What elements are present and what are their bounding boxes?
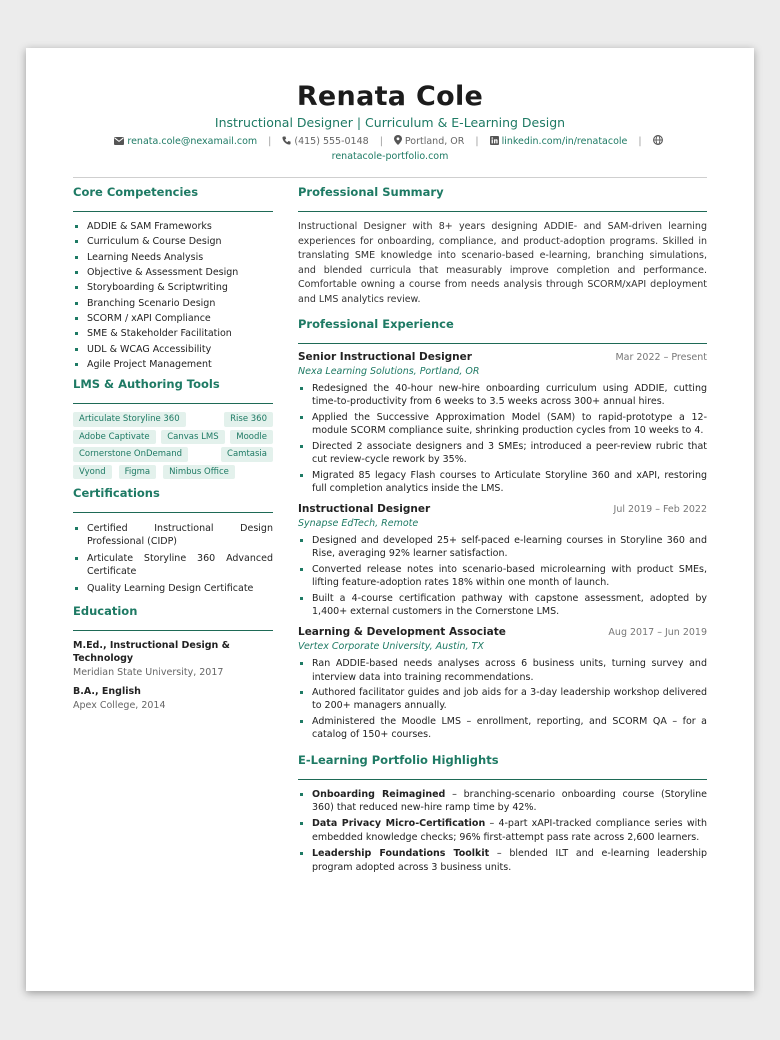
section-experience [298, 316, 707, 742]
section-title: Professional Summary [298, 185, 444, 199]
list-item: Authored facilitator guides and job aids for a 3-day leadership workshop delivered to 200+ managers annually. [298, 686, 707, 712]
tool-tag-row [73, 465, 273, 480]
job-company: Vertex Corporate University, Austin, TX [298, 641, 484, 653]
list-item: Redesigned the 40-hour new-hire onboarding curriculum using ADDIE, cutting time-to-productivity from 6 weeks to 3.5 weeks across 300+ annual hires. [298, 382, 707, 408]
job-entry [298, 625, 707, 741]
contact-email[interactable] [114, 134, 257, 149]
main-column [298, 184, 707, 877]
tool-tag: Camtasia [221, 447, 273, 462]
list-item: ADDIE & SAM Frameworks [73, 220, 273, 233]
envelope-icon [114, 137, 124, 145]
section-title: LMS & Authoring Tools [73, 377, 220, 392]
degree: M.Ed., Instructional Design & Technology [73, 640, 230, 665]
list-item: Converted release notes into scenario-based microlearning with product SMEs, lifting feature-adoption rates 18% within one month of launch. [298, 563, 707, 589]
section-title: Core Competencies [73, 185, 199, 199]
tool-tag: Moodle [230, 430, 273, 445]
section-rule [298, 211, 707, 212]
competency-list [73, 220, 273, 371]
list-item: Designed and developed 25+ self-paced e-learning courses in Storyline 360 and Rise, averaging 92% learner satisfaction. [298, 534, 707, 560]
education-entry [73, 685, 273, 712]
list-item: Applied the Successive Approximation Model (SAM) to rapid-prototype a 12-module SCORM compliance suite, shrinking production cycles from 10 weeks to 4. [298, 411, 707, 437]
tool-tag: Rise 360 [224, 412, 273, 427]
portfolio-name: Leadership Foundations Toolkit [312, 848, 490, 860]
map-pin-icon [394, 135, 402, 145]
list-item: Articulate Storyline 360 Advanced Certificate [73, 552, 273, 578]
list-item: UDL & WCAG Accessibility [73, 343, 273, 356]
contact-location [394, 134, 464, 149]
portfolio-text: renatacole-portfolio.com [331, 151, 449, 162]
contact-line [73, 134, 707, 164]
list-item: Storyboarding & Scriptwriting [73, 281, 273, 294]
location-text: Portland, OR [404, 136, 465, 147]
tool-tag: Canvas LMS [161, 430, 224, 445]
school: Meridian State University, 2017 [73, 667, 224, 679]
candidate-tagline: Instructional Designer | Curriculum & E-Learning Design [214, 115, 566, 130]
section-certifications [73, 485, 273, 595]
tool-tag: Adobe Captivate [73, 430, 156, 445]
contact-portfolio[interactable] [73, 149, 707, 164]
list-item: Built a 4-course certification pathway with capstone assessment, adopted by 1,400+ external customers in the Cornerstone LMS. [298, 592, 707, 618]
job-entry [298, 350, 707, 495]
job-dates: Mar 2022 – Present [615, 352, 707, 363]
linkedin-text: linkedin.com/in/renatacole [501, 136, 628, 147]
contact-linkedin[interactable] [490, 134, 628, 149]
portfolio-name: Onboarding Reimagined [312, 788, 446, 800]
job-bullets [298, 657, 707, 741]
list-item: SCORM / xAPI Compliance [73, 312, 273, 325]
job-header [298, 502, 707, 517]
list-item [298, 788, 707, 815]
tool-tag: Articulate Storyline 360 [73, 412, 186, 427]
section-title: Education [73, 604, 138, 619]
tool-tag: Cornerstone OnDemand [73, 447, 188, 462]
job-bullets [298, 382, 707, 495]
portfolio-name: Data Privacy Micro-Certification [312, 818, 486, 830]
job-title: Senior Instructional Designer [298, 351, 472, 363]
section-education [73, 603, 273, 712]
job-company: Nexa Learning Solutions, Portland, OR [298, 366, 480, 377]
list-item: Learning Needs Analysis [73, 251, 273, 264]
section-tools [73, 376, 273, 479]
portfolio-desc: – branching-scenario onboarding course (Storyline 360) that reduced new-hire ramp time by 42%. [312, 788, 707, 813]
separator: | [638, 136, 642, 147]
list-item: Curriculum & Course Design [73, 235, 273, 248]
certification-list [73, 522, 273, 595]
summary-text: Instructional Designer with 8+ years designing ADDIE- and SAM-driven learning experiences for onboarding, compliance, and product-adoption programs. Skilled in translating SME knowledge into scenario-based e-learning, branching simulations, and blended curricula that measurably improve completion and performance. Comfortable owning a course from needs analysis through SCORM/xAPI deployment and LMS analytics review. [298, 221, 707, 305]
section-rule [298, 779, 707, 780]
candidate-name: Renata Cole [296, 81, 484, 112]
list-item [298, 817, 707, 844]
sidebar-column [73, 184, 273, 712]
globe-icon-wrap [653, 134, 666, 149]
linkedin-icon [490, 136, 499, 145]
contact-phone [282, 134, 368, 149]
section-rule [73, 630, 273, 631]
separator: | [379, 136, 383, 147]
portfolio-desc: – 4-part xAPI-tracked compliance series with embedded knowledge checks; 96% first-attempt pass rate across 2,600 learners. [312, 818, 707, 843]
job-dates: Jul 2019 – Feb 2022 [613, 504, 707, 516]
section-summary [298, 184, 707, 307]
list-item: Certified Instructional Design Professional (CIDP) [73, 522, 273, 548]
section-rule [298, 343, 707, 344]
phone-text: (415) 555-0148 [294, 136, 369, 147]
section-title: Certifications [73, 486, 160, 501]
tool-tag: Vyond [73, 465, 112, 480]
list-item [298, 847, 707, 874]
job-entry [298, 502, 707, 618]
list-item: Migrated 85 legacy Flash courses to Articulate Storyline 360 and xAPI, restoring full completion analytics inside the LMS. [298, 469, 707, 495]
section-portfolio [298, 752, 707, 874]
list-item: Ran ADDIE-based needs analyses across 6 business units, turning survey and interview data into training recommendations. [298, 657, 707, 683]
job-company: Synapse EdTech, Remote [298, 518, 419, 530]
portfolio-list [298, 788, 707, 874]
globe-icon [653, 135, 663, 145]
header-divider [73, 177, 707, 178]
job-bullets [298, 534, 707, 618]
section-rule [73, 403, 273, 404]
resume-header [73, 80, 707, 164]
list-item: SME & Stakeholder Facilitation [73, 327, 273, 340]
tool-tags [73, 412, 273, 479]
school: Apex College, 2014 [73, 700, 166, 712]
resume-page [26, 48, 754, 991]
phone-icon [282, 136, 291, 145]
list-item: Objective & Assessment Design [73, 266, 273, 279]
section-rule [73, 512, 273, 513]
list-item: Directed 2 associate designers and 3 SMEs; introduced a peer-review rubric that cut review-cycle rework by 35%. [298, 440, 707, 466]
section-title: E-Learning Portfolio Highlights [298, 752, 499, 767]
job-title: Instructional Designer [298, 503, 431, 516]
job-header [298, 625, 707, 640]
separator: | [268, 136, 272, 147]
job-dates: Aug 2017 – Jun 2019 [608, 627, 707, 639]
section-title: Professional Experience [298, 317, 454, 331]
separator: | [475, 136, 479, 147]
education-entry [73, 639, 273, 679]
section-competencies [73, 184, 273, 371]
list-item: Quality Learning Design Certificate [73, 582, 273, 595]
tool-tag: Nimbus Office [163, 465, 235, 480]
degree: B.A., English [73, 686, 141, 698]
list-item: Agile Project Management [73, 358, 273, 371]
portfolio-desc: – blended ILT and e-learning leadership program adopted across 3 business units. [312, 848, 707, 873]
job-title: Learning & Development Associate [298, 626, 506, 639]
section-rule [73, 211, 273, 212]
list-item: Branching Scenario Design [73, 297, 273, 310]
tool-tag: Figma [119, 465, 157, 480]
job-header [298, 350, 707, 365]
email-text: renata.cole@nexamail.com [127, 136, 258, 147]
list-item: Administered the Moodle LMS – enrollment, reporting, and SCORM QA – for a catalog of 150+ courses. [298, 715, 707, 741]
